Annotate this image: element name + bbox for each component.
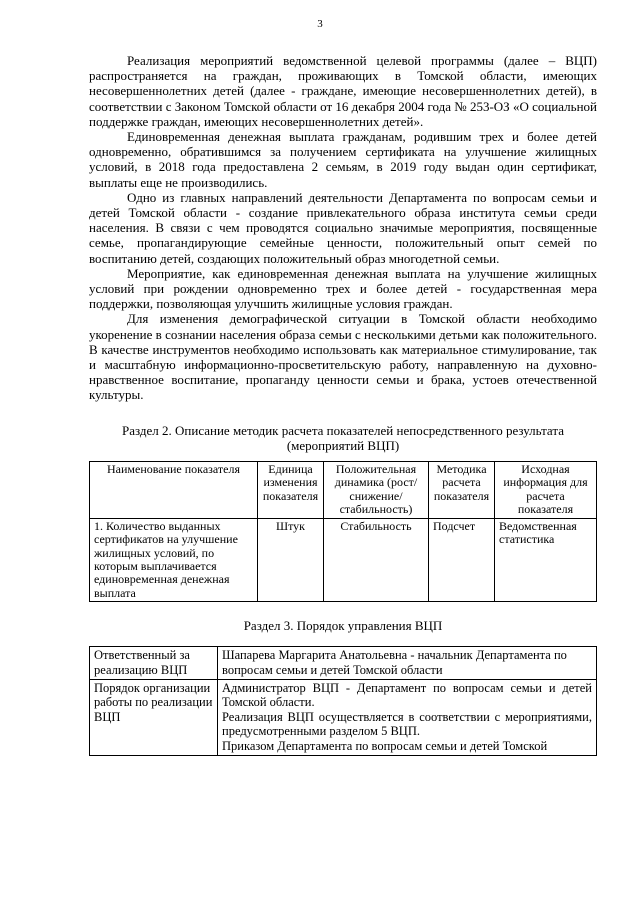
- table-row: [90, 647, 597, 679]
- page-number: 3: [317, 18, 323, 30]
- header-cell: Единица изменения показателя: [258, 462, 324, 519]
- dynamics-cell: Стабильность: [324, 518, 429, 601]
- management-table: [89, 646, 597, 755]
- procedure-label: Порядок организации работы по реализации ВЦП: [90, 679, 218, 755]
- table-row: [90, 679, 597, 755]
- section-3-title: Раздел 3. Порядок управления ВЦП: [243, 618, 443, 634]
- paragraph-3: Одно из главных направлений деятельности Департамента по вопросам семьи и детей Томской области - создание привлекательного образа института семьи среди населения. В связи с чем проводятся социально значимые мероприятия, посвященные семье, пропагандирующие семейные ценности, положительный опыт семей по воспитанию детей, создающих положительный образ многодетной семьи.: [89, 189, 597, 266]
- indicator-name-cell: 1. Количество выданных сертификатов на улучшение жилищных условий, по которым выплачивается единовременная денежная выплата: [90, 518, 258, 601]
- paragraph-5: Для изменения демографической ситуации в Томской области необходимо укоренение в сознании населения образа семьи с несколькими детьми как положительного. В качестве инструментов необходимо использовать как материальное стимулирование, так и масштабную информационно-просветительскую работу, направленную на духовно-нравственное воспитание, пропаганду ценности семьи и брака, устоев отечественной культуры.: [89, 311, 597, 403]
- responsible-value: Шапарева Маргарита Анатольевна - начальник Департамента по вопросам семьи и детей Томской области: [218, 647, 597, 679]
- responsible-label: Ответственный за реализацию ВЦП: [90, 647, 218, 679]
- procedure-line-2: Реализация ВЦП осуществляется в соответствии с мероприятиями, предусмотренными разделом 5 ВЦП.: [222, 709, 592, 739]
- header-cell: Методика расчета показателя: [429, 462, 495, 519]
- paragraph-4: Мероприятие, как единовременная денежная выплата на улучшение жилищных условий при рождении одновременно трех и более детей - государственная мера поддержки, позволяющая улучшить жилищные условия граждан.: [89, 265, 597, 312]
- procedure-value: [218, 679, 597, 755]
- section-2-subtitle: (мероприятий ВЦП): [286, 437, 400, 453]
- document-body: [89, 53, 597, 756]
- header-cell: Наименование показателя: [90, 462, 258, 519]
- paragraph-2: Единовременная денежная выплата гражданам, родившим трех и более детей одновременно, обратившимся за получением сертификата на улучшение жилищных условий, в 2018 года предоставлена 2 семьям, в 2019 году выдан один сертификат, выплаты еще не производились.: [89, 129, 597, 190]
- header-cell: Положительная динамика (рост/снижение/ стабильность): [324, 462, 429, 519]
- header-cell: Исходная информация для расчета показателя: [495, 462, 597, 519]
- unit-cell: Штук: [258, 518, 324, 601]
- procedure-line-3: Приказом Департамента по вопросам семьи и детей Томской: [222, 738, 548, 753]
- section-2-title: Раздел 2. Описание методик расчета показателей непосредственного результата: [122, 422, 564, 438]
- table-row: [90, 518, 597, 601]
- paragraph-1: Реализация мероприятий ведомственной целевой программы (далее – ВЦП) распространяется на граждан, проживающих в Томской области, имеющих несовершеннолетних детей (далее - граждане, имеющие несовершеннолетних детей), в соответствии с Законом Томской области от 16 декабря 2004 года № 253-ОЗ «О социальной поддержке граждан, имеющих несовершеннолетних детей».: [89, 53, 597, 129]
- source-cell: Ведомственная статистика: [495, 518, 597, 601]
- procedure-line-1: Администратор ВЦП - Департамент по вопросам семьи и детей Томской области.: [222, 680, 592, 710]
- indicators-table: [89, 461, 597, 602]
- method-cell: Подсчет: [429, 518, 495, 601]
- table-header-row: [90, 462, 597, 519]
